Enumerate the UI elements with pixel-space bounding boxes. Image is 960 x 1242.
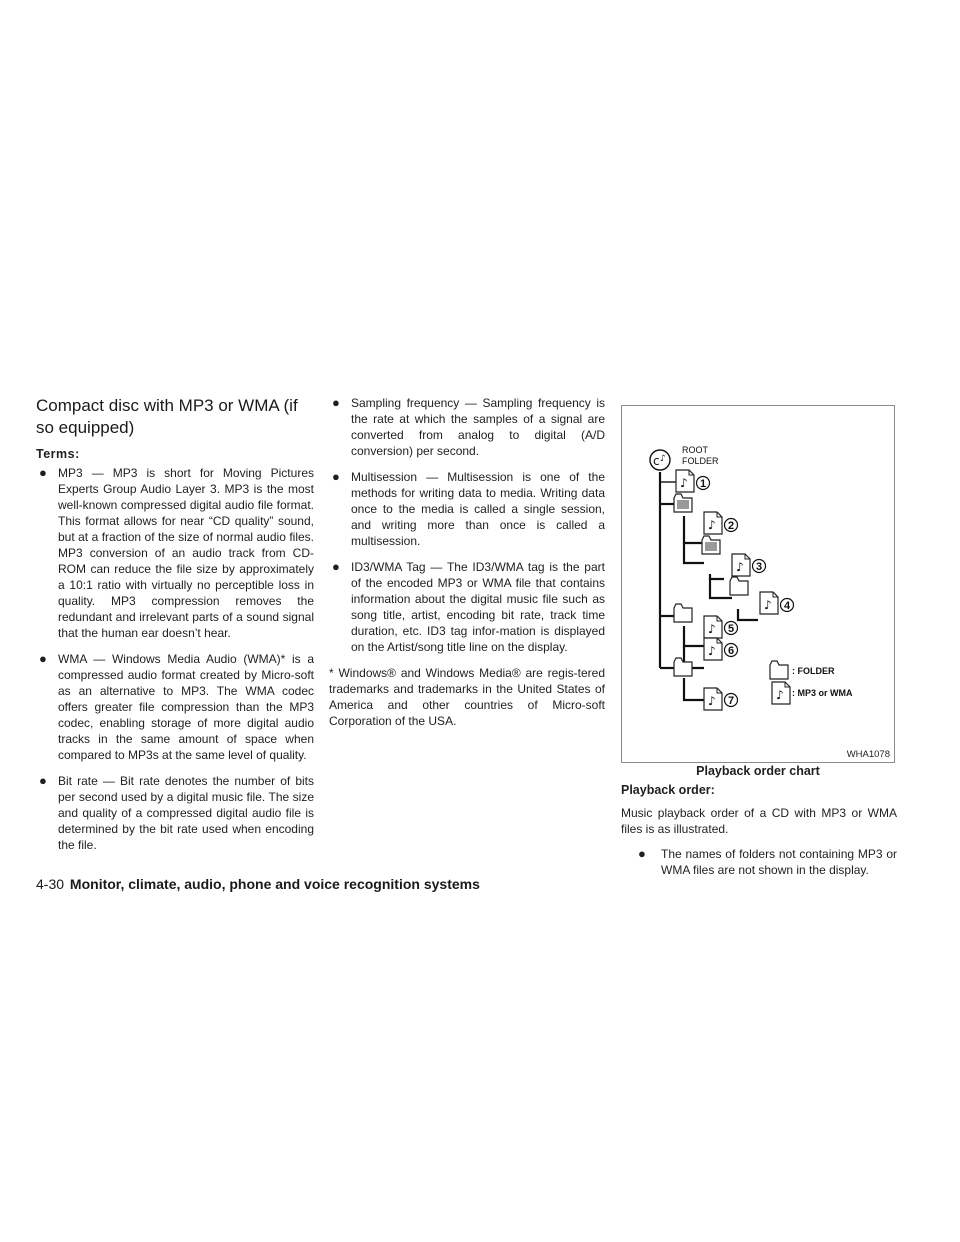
root-label-line2: FOLDER [682,456,719,466]
file-icon [676,470,694,492]
list-item [329,559,605,655]
track-number: 7 [727,695,735,707]
bullet-icon: ● [39,773,47,788]
term-text: ID3/WMA Tag — The ID3/WMA tag is the part of the encoded MP3 or WMA file that contains information about the digital music file such as song title, artist, encoding bit rate, track time duration, etc. ID3 tag infor-mation is displayed on the Artist/song title line on the display. [351,560,605,654]
track-number: 1 [699,478,707,490]
bullet-icon: ● [332,469,340,484]
figure-caption: Playback order chart [696,764,820,778]
column-middle [329,395,605,738]
term-text: Bit rate — Bit rate denotes the number of bits per second used by a digital music file. The size and quality of a compressed digital audio file is determined by the bit rate used when encoding the file. [58,774,314,852]
terms-list-middle [329,395,605,655]
file-icon [760,592,778,614]
list-item [36,773,314,853]
terms-label: Terms: [36,447,80,461]
root-label-line1: ROOT [682,445,708,455]
legend-file-icon [772,682,790,704]
file-icon [704,616,722,638]
list-item [329,469,605,549]
folder-icon [674,658,692,676]
section-title [36,395,314,439]
folder-fill [705,542,717,551]
svg-text:♪: ♪ [660,454,666,464]
list-item [36,651,314,763]
file-icon [704,688,722,710]
file-icon [732,554,750,576]
page-footer [36,876,480,892]
folder-fill [677,500,689,509]
figure-id: WHA1078 [846,749,890,760]
track-number: 3 [755,561,763,573]
section-title-line1: Compact disc with MP3 or WMA (if [36,396,298,415]
term-text: WMA — Windows Media Audio (WMA)* is a compressed audio format created by Micro-soft as an alternative to MP3. The WMA codec offers greater file compression than the MP3 codec, enabling storage of more digital audio tracks in the same amount of space when compared to MP3s at the same level of quality. [58,652,314,762]
track-number: 5 [727,623,735,635]
folder-icon [730,577,748,595]
trademark-note: * Windows® and Windows Media® are regis-tered trademarks and trademarks in the United States of America and other countries of Micro-soft Corporation of the USA. [329,666,605,728]
svg-text:c: c [653,454,660,468]
page-number: 4-30 [36,876,65,892]
track-number: 2 [727,520,735,532]
playback-bullet-text: The names of folders not containing MP3 or WMA files are not shown in the display. [661,847,897,877]
bullet-icon: ● [332,395,340,410]
bullet-icon: ● [39,651,47,666]
file-icon [704,638,722,660]
playback-list [621,846,897,878]
bullet-icon: ● [638,846,646,861]
playback-body: Music playback order of a CD with MP3 or WMA files is as illustrated. [621,806,897,836]
bullet-icon: ● [332,559,340,574]
term-text: Multisession — Multisession is one of the methods for writing data to media. Writing data once to the media is called a single session, and writing more than once is called a multisession. [351,470,605,548]
list-item [36,465,314,641]
bullet-icon: ● [39,465,47,480]
section-title-line2: so equipped) [36,418,135,437]
legend-file-label: : MP3 or WMA [792,688,853,698]
legend-folder-icon [770,661,788,679]
term-text: MP3 — MP3 is short for Moving Pictures Experts Group Audio Layer 3. MP3 is the most well-known compressed digital audio file format. This format allows for near “CD quality” sound, but at a fraction of the size of normal audio files. MP3 conversion of an audio track from CD-ROM can reduce the file size by approximately a 10:1 ratio with virtually no perceptible loss in quality. MP3 compression removes the redundant and irrelevant parts of a sound signal that the human ear doesn’t hear. [58,466,314,640]
folder-tree-svg: ♪ c ♪ 1 2 3 4 5 6 7 ROOT FOLDER : FOLDER : MP3 or WMA [622,406,896,764]
playback-order-diagram [621,405,895,763]
column-right [621,783,897,888]
track-number: 4 [783,600,791,612]
file-icon [704,512,722,534]
page-section-title: Monitor, climate, audio, phone and voice recognition systems [69,876,480,892]
playback-heading: Playback order: [621,783,715,797]
track-number: 6 [727,645,735,657]
folder-icon [674,604,692,622]
terms-list-left [36,465,314,853]
term-text: Sampling frequency — Sampling frequency is the rate at which the samples of a signal are converted from analog to digital (A/D conversion) per second. [351,396,605,458]
legend-folder-label: : FOLDER [792,666,835,676]
list-item [329,395,605,459]
column-left [36,395,314,863]
list-item [635,846,897,878]
root-disc-icon [650,450,670,470]
